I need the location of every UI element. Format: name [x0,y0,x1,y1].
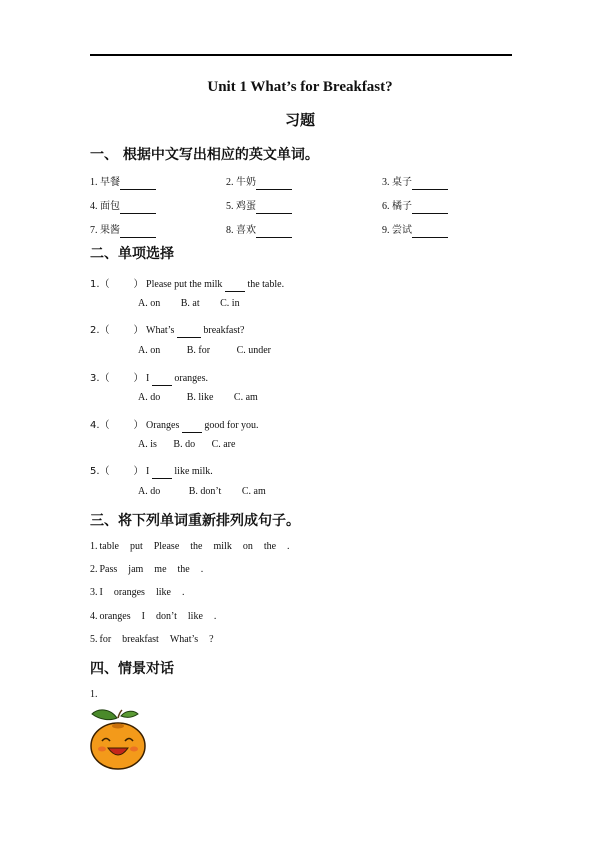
top-rule [90,54,512,56]
question-3-options [138,392,258,403]
section-2-heading: 二、单项选择 [90,246,174,262]
option-b[interactable]: B. like [186,392,214,403]
option-c[interactable]: C. am [233,392,258,403]
answer-blank[interactable] [256,226,292,238]
option-c[interactable]: C. am [241,486,266,497]
option-c[interactable]: C. are [211,439,236,450]
option-a[interactable]: A. is [138,439,157,450]
fill-blank [152,374,172,386]
answer-blank[interactable] [120,202,156,214]
option-b[interactable]: B. don’t [188,486,222,497]
vocab-item: 3. 桌子 [382,173,448,190]
question-5-options [138,486,266,497]
option-a[interactable]: A. on [138,345,161,356]
vocab-item: 8. 喜欢 [226,221,292,238]
orange-leaf-right [121,711,138,717]
option-b[interactable]: B. do [173,439,196,450]
vocab-item: 4. 面包 [90,197,156,214]
question-5: 5.（ ） I like milk. [90,466,213,477]
section-3-heading: 三、将下列单词重新排列成句子。 [90,513,300,529]
section-4-heading: 四、情景对话 [90,661,174,677]
question-1: 1.（ ） Please put the milk the table. [90,279,285,290]
orange-illustration [88,704,148,770]
orange-stem [118,710,122,718]
fill-blank [177,326,201,338]
vocab-item: 2. 牛奶 [226,173,292,190]
vocab-item: 6. 橘子 [382,197,448,214]
question-4: 4.（ ） Oranges good for you. [90,420,259,431]
answer-blank[interactable] [412,202,448,214]
question-2: 2.（ ） What’s breakfast? [90,325,245,336]
reorder-item-4: 4. oranges I don’t like . [90,611,217,622]
orange-body [91,723,145,769]
reorder-item-2: 2. Pass jam me the . [90,564,204,575]
page-subtitle: 习题 [284,111,315,129]
section-1-heading: 一、 根据中文写出相应的英文单词。 [90,147,319,163]
question-3: 3.（ ） I oranges. [90,373,208,384]
fill-blank [182,421,202,433]
question-4-options [138,439,235,450]
option-c[interactable]: C. under [236,345,272,356]
vocab-item: 1. 早餐 [90,173,156,190]
reorder-item-3: 3. I oranges like . [90,587,185,598]
reorder-item-5: 5. for breakfast What’s ? [90,634,214,645]
reorder-item-1: 1. table put Please the milk on the . [90,541,290,552]
option-c[interactable]: C. in [220,298,240,309]
vocab-item: 7. 果酱 [90,221,156,238]
option-a[interactable]: A. do [138,486,161,497]
answer-blank[interactable] [412,226,448,238]
fill-blank [152,467,172,479]
fill-blank [225,280,245,292]
answer-blank[interactable] [120,178,156,190]
dialogue-item-number: 1. [90,689,98,700]
page-title: Unit 1 What’s for Breakfast? [207,79,393,95]
vocab-item: 5. 鸡蛋 [226,197,292,214]
answer-blank[interactable] [412,178,448,190]
option-b[interactable]: B. at [180,298,200,309]
answer-blank[interactable] [256,178,292,190]
question-2-options [138,345,271,356]
option-a[interactable]: A. do [138,392,161,403]
vocab-item: 9. 尝试 [382,221,448,238]
option-b[interactable]: B. for [186,345,211,356]
question-1-options [138,298,240,309]
option-a[interactable]: A. on [138,298,161,309]
answer-blank[interactable] [256,202,292,214]
answer-blank[interactable] [120,226,156,238]
orange-leaf-left [92,710,117,720]
